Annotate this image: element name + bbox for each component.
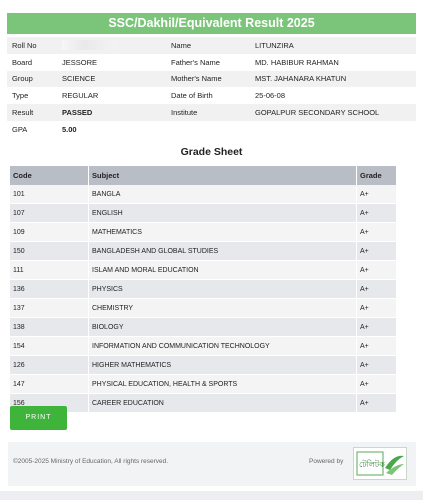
info-row [7,54,416,71]
info-row [7,87,416,104]
table-row [10,185,397,204]
grade-sheet-heading: Grade Sheet [180,146,243,158]
subject-grade: A+ [357,337,397,356]
subject-name: CHEMISTRY [89,299,357,318]
subject-code: 111 [10,261,89,280]
table-row [10,242,397,261]
table-row [10,261,397,280]
subject-code: 137 [10,299,89,318]
subject-name: BIOLOGY [89,318,357,337]
powered-by-label: Powered by [309,458,344,465]
page-title: SSC/Dakhil/Equivalent Result 2025 [7,13,416,34]
table-row [10,280,397,299]
gpa-value: 5.00 [57,121,166,138]
info-label: Board [7,54,57,71]
subject-code: 101 [10,185,89,204]
info-label: GPA [7,121,57,138]
info-value: JESSORE [57,54,166,71]
info-row [7,121,416,138]
info-row [7,104,416,121]
svg-text:টেলিটক: টেলিটক [359,460,385,469]
info-label: Result [7,104,57,121]
info-value: SCIENCE [57,71,166,88]
student-info-table [7,37,416,138]
subject-name: BANGLADESH AND GLOBAL STUDIES [89,242,357,261]
subject-name: PHYSICS [89,280,357,299]
info-label: Group [7,71,57,88]
subject-name: MATHEMATICS [89,223,357,242]
subject-name: INFORMATION AND COMMUNICATION TECHNOLOGY [89,337,357,356]
subject-code: 126 [10,356,89,375]
info-row [7,71,416,88]
info-value: GOPALPUR SECONDARY SCHOOL [250,104,416,121]
info-label: Name [166,37,250,54]
table-row [10,375,397,394]
subject-grade: A+ [357,280,397,299]
info-value: REGULAR [57,87,166,104]
info-label: Roll No [7,37,57,54]
info-row [7,37,416,54]
subject-name: BANGLA [89,185,357,204]
result-value: PASSED [57,104,166,121]
subject-code: 107 [10,204,89,223]
teletalk-logo-icon[interactable] [353,447,407,480]
subject-grade: A+ [357,394,397,413]
column-header-code: Code [10,166,89,185]
subject-name: HIGHER MATHEMATICS [89,356,357,375]
subject-grade: A+ [357,261,397,280]
subject-name: PHYSICAL EDUCATION, HEALTH & SPORTS [89,375,357,394]
subject-code: 109 [10,223,89,242]
info-label: Mother's Name [166,71,250,88]
info-value: MD. HABIBUR RAHMAN [250,54,416,71]
subject-code: 156 [10,394,89,413]
subject-code: 150 [10,242,89,261]
info-label: Institute [166,104,250,121]
subject-name: ISLAM AND MORAL EDUCATION [89,261,357,280]
info-value: 25-06-08 [250,87,416,104]
subject-grade: A+ [357,223,397,242]
subject-grade: A+ [357,356,397,375]
info-value [250,121,416,138]
subject-code: 136 [10,280,89,299]
subject-code: 154 [10,337,89,356]
grade-header-row [10,166,397,185]
copyright-text: ©2005-2025 Ministry of Education, All rights reserved. [13,458,169,465]
bottom-bar [0,491,423,500]
redacted-roll-no [62,40,117,50]
info-label: Type [7,87,57,104]
column-header-grade: Grade [357,166,397,185]
subject-grade: A+ [357,318,397,337]
info-label [166,121,250,138]
print-button[interactable]: PRINT [10,406,67,430]
subject-grade: A+ [357,185,397,204]
subject-code: 147 [10,375,89,394]
subject-grade: A+ [357,299,397,318]
subject-grade: A+ [357,204,397,223]
column-header-subject: Subject [89,166,357,185]
subject-name: ENGLISH [89,204,357,223]
table-row [10,204,397,223]
table-row [10,299,397,318]
info-label: Father's Name [166,54,250,71]
table-row [10,394,397,413]
table-row [10,318,397,337]
subject-code: 138 [10,318,89,337]
subject-grade: A+ [357,375,397,394]
subject-name: CAREER EDUCATION [89,394,357,413]
table-row [10,223,397,242]
grade-sheet-table [10,166,397,413]
subject-grade: A+ [357,242,397,261]
table-row [10,337,397,356]
table-row [10,356,397,375]
info-value: LITUNZIRA [250,37,416,54]
roll-no-value [57,37,166,54]
info-value: MST. JAHANARA KHATUN [250,71,416,88]
footer [8,442,416,486]
info-label: Date of Birth [166,87,250,104]
